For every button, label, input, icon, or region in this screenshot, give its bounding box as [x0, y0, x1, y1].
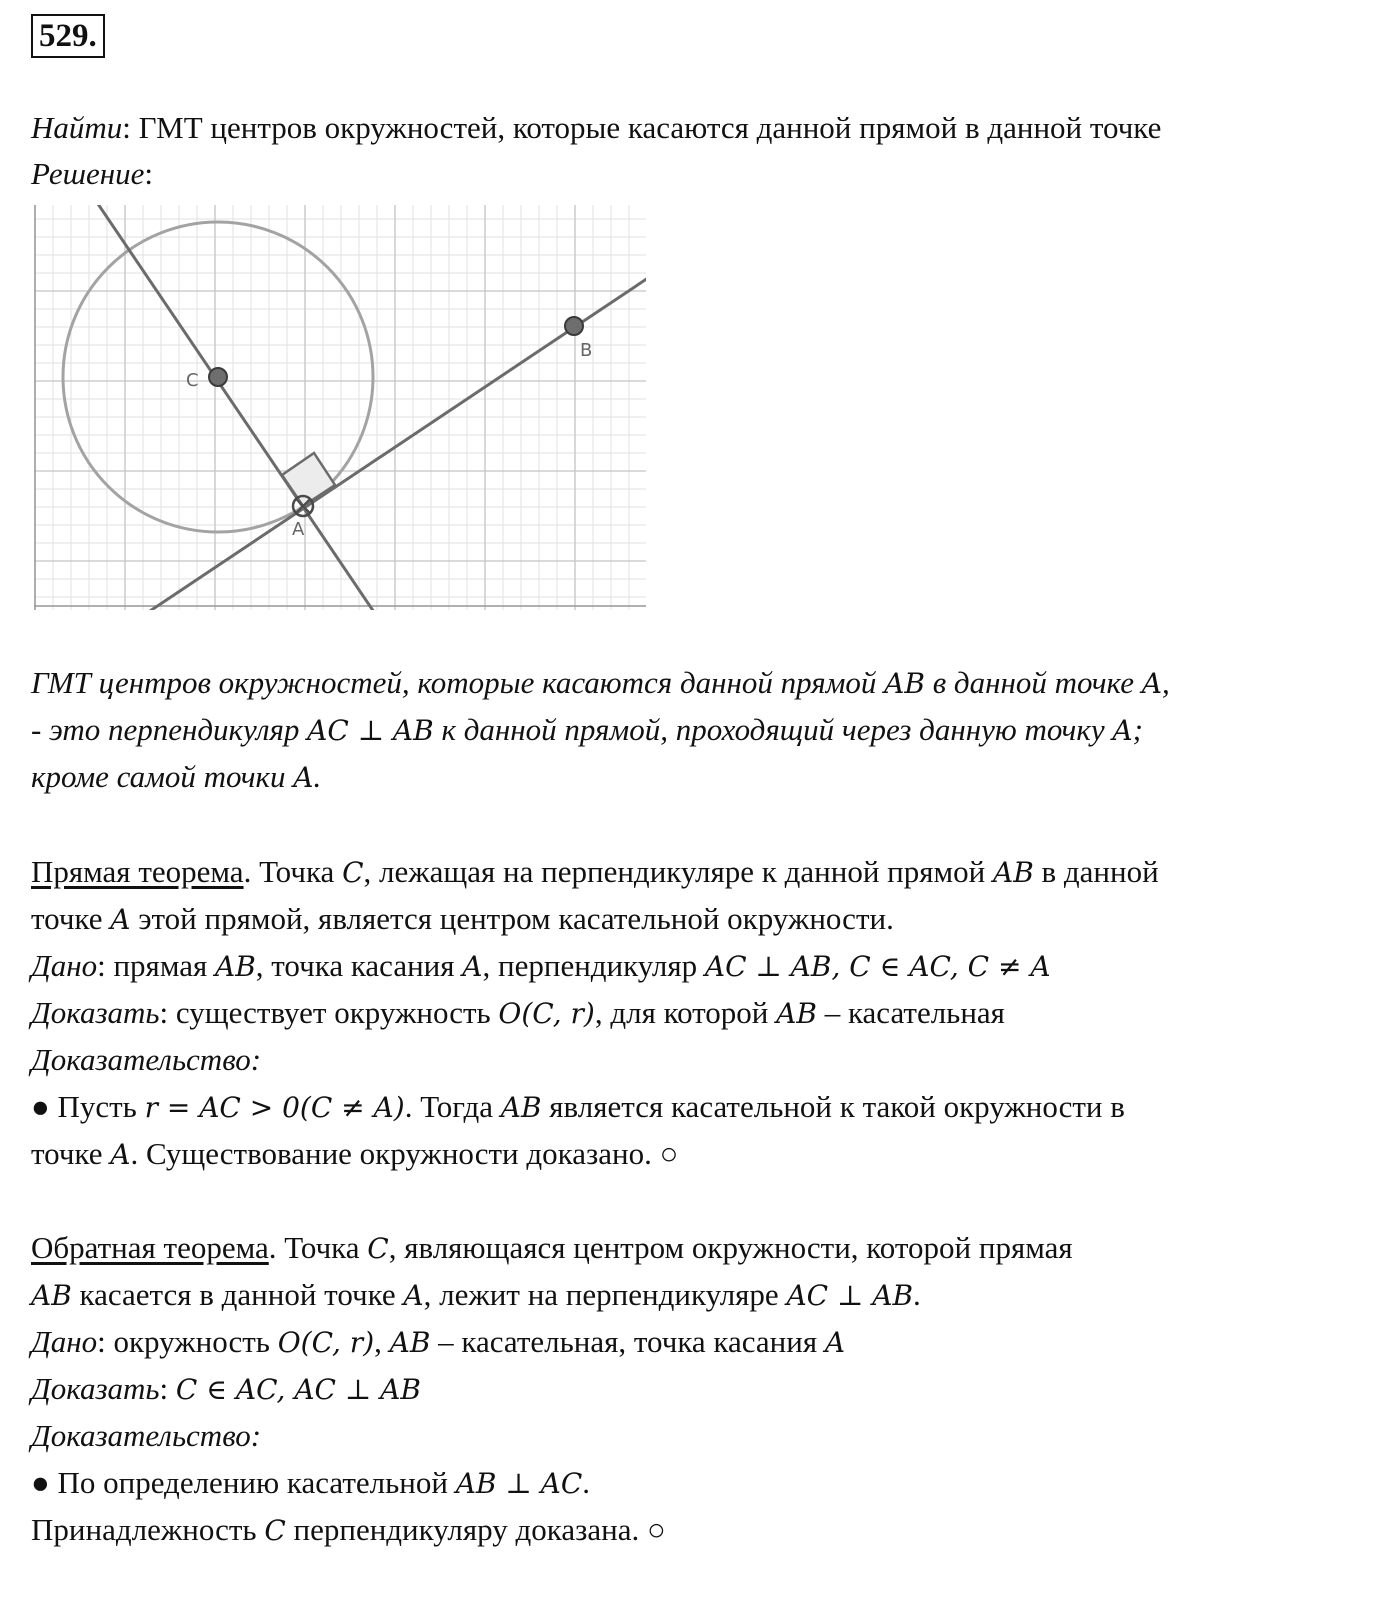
direct-proof-line-1: ● Пусть r = AC > 0(C ≠ A). Тогда AB является касательной к такой окружности в	[31, 1089, 1125, 1124]
converse-proof-label: Доказательство:	[31, 1418, 262, 1453]
find-label: Найти	[31, 110, 123, 145]
solution-line: Решение:	[31, 156, 153, 191]
answer-line-2: - это перпендикуляр AC ⊥ AB к данной прямой, проходящий через данную точку A;	[31, 712, 1143, 747]
problem-number: 529.	[31, 14, 105, 58]
point-c	[209, 368, 227, 386]
answer-line-1: ГМТ центров окружностей, которые касаются данной прямой AB в данной точке A,	[31, 665, 1170, 700]
find-line	[31, 108, 1371, 148]
grid	[34, 205, 646, 610]
converse-theorem-title: Обратная теорема	[31, 1230, 269, 1265]
converse-prove: Доказать: C ∈ AC, AC ⊥ AB	[31, 1371, 421, 1406]
label-a: A	[292, 519, 305, 540]
direct-proof-line-2: точке A. Существование окружности доказано. ○	[31, 1136, 679, 1171]
find-text: : ГМТ центров окружностей, которые касаются данной прямой в данной точке	[122, 110, 1162, 145]
converse-proof-line-2: Принадлежность C перпендикуляру доказана. ○	[31, 1512, 666, 1547]
direct-proof-label: Доказательство:	[31, 1042, 262, 1077]
direct-given: Дано: прямая AB, точка касания A, перпендикуляр AC ⊥ AB, C ∈ AC, C ≠ A	[31, 948, 1051, 983]
direct-prove: Доказать: существует окружность O(C, r), для которой AB – касательная	[31, 995, 1005, 1030]
perpendicular-line-ac	[96, 205, 376, 610]
converse-given: Дано: окружность O(C, r), AB – касательная, точка касания A	[31, 1324, 846, 1359]
converse-theorem-line-2: AB касается в данной точке A, лежит на перпендикуляре AC ⊥ AB.	[31, 1277, 921, 1312]
label-c: C	[186, 370, 199, 391]
solution-label: Решение	[31, 156, 145, 191]
geometry-figure	[34, 205, 646, 610]
converse-proof-line-1: ● По определению касательной AB ⊥ AC.	[31, 1465, 591, 1500]
direct-theorem-title: Прямая теорема	[31, 854, 244, 889]
direct-theorem-line-1: Прямая теорема. Точка C, лежащая на перпендикуляре к данной прямой AB в данной	[31, 854, 1159, 889]
label-b: B	[580, 340, 593, 361]
converse-theorem-line-1: Обратная теорема. Точка C, являющаяся центром окружности, которой прямая	[31, 1230, 1073, 1265]
point-b	[565, 317, 583, 335]
answer-line-3: кроме самой точки A.	[31, 759, 322, 794]
direct-theorem-line-2: точке A этой прямой, является центром касательной окружности.	[31, 901, 894, 936]
